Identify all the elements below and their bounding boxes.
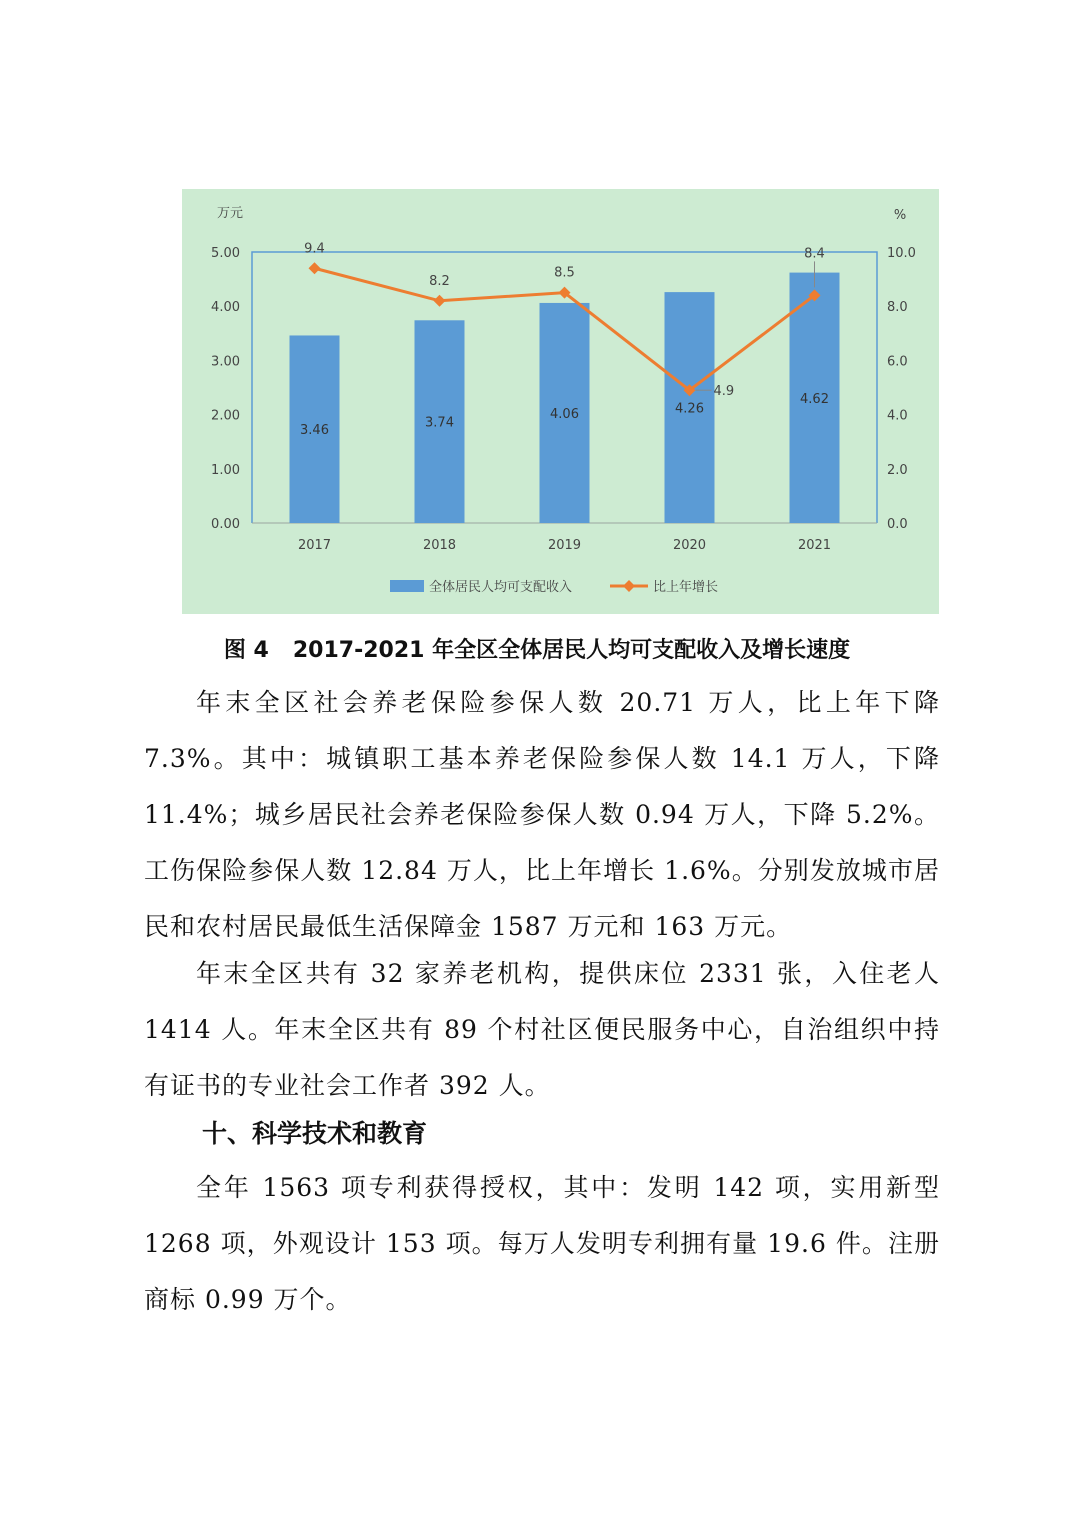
paragraph-social-insurance: 年末全区社会养老保险参保人数 20.71 万人，比上年下降 7.3%。其中：城镇职工基本养老保险参保人数 14.1 万人，下降 11.4%；城乡居民社会养老保险参保人数 0.94 万人，下降 5.2%。工伤保险参保人数 12.84 万人，比上年增长 1.6%。分别发放城市居民和农村居民最低生活保障金 1587 万元和 163 万元。 xyxy=(144,688,940,941)
legend-line-marker xyxy=(623,580,635,592)
figure-title: 2017-2021 年全区全体居民人均可支配收入及增长速度 xyxy=(292,638,851,663)
growth-point xyxy=(434,295,446,307)
y-left-unit: 万元 xyxy=(216,206,244,221)
bar-value-label: 3.46 xyxy=(300,423,329,439)
x-tick-label: 2017 xyxy=(297,538,332,553)
x-tick-label: 2021 xyxy=(797,538,832,553)
figure-caption xyxy=(0,633,1074,664)
y-left-tick-label: 2.00 xyxy=(211,408,240,424)
y-left-tick-label: 4.00 xyxy=(211,300,240,316)
growth-value-label: 4.9 xyxy=(713,384,735,400)
x-tick-label: 2018 xyxy=(422,538,457,553)
paragraph-elderly-care: 年末全区共有 32 家养老机构，提供床位 2331 张，入住老人 1414 人。年末全区共有 89 个村社区便民服务中心，自治组织中持有证书的专业社会工作者 392 人。 xyxy=(144,959,940,1100)
growth-value-label: 8.2 xyxy=(429,273,450,289)
y-right-tick-label: 4.0 xyxy=(887,408,908,424)
y-right-tick-label: 6.0 xyxy=(887,354,908,370)
x-tick-label: 2020 xyxy=(672,538,707,553)
y-left-tick-label: 1.00 xyxy=(211,462,240,478)
section-heading: 十、科学技术和教育 xyxy=(202,1119,428,1148)
growth-value-label: 9.4 xyxy=(304,241,325,257)
y-right-tick-label: 10.0 xyxy=(887,246,916,261)
legend-bar-label: 全体居民人均可支配收入 xyxy=(429,580,573,595)
bar-value-label: 4.26 xyxy=(675,401,704,417)
growth-point xyxy=(309,262,321,274)
legend-line-label: 比上年增长 xyxy=(653,580,719,595)
y-left-tick-label: 5.00 xyxy=(211,246,240,261)
paragraph-patents: 全年 1563 项专利获得授权，其中：发明 142 项，实用新型 1268 项，外观设计 153 项。每万人发明专利拥有量 19.6 件。注册商标 0.99 万个。 xyxy=(144,1173,940,1314)
growth-value-label: 8.4 xyxy=(804,246,825,262)
bar-value-label: 3.74 xyxy=(425,415,454,431)
bar-value-label: 4.06 xyxy=(550,406,579,422)
y-right-unit: % xyxy=(893,208,907,223)
figure-number: 图 4 xyxy=(223,638,269,663)
y-left-tick-label: 3.00 xyxy=(211,354,240,370)
chart-canvas xyxy=(182,189,939,614)
growth-value-label: 8.5 xyxy=(554,265,575,281)
income-chart xyxy=(182,189,939,614)
y-right-tick-label: 8.0 xyxy=(887,300,908,316)
y-right-tick-label: 2.0 xyxy=(887,462,908,478)
bar-value-label: 4.62 xyxy=(800,391,829,407)
y-left-tick-label: 0.00 xyxy=(211,517,240,532)
y-right-tick-label: 0.0 xyxy=(887,517,908,532)
legend-bar-swatch xyxy=(390,580,424,592)
x-tick-label: 2019 xyxy=(547,538,582,553)
